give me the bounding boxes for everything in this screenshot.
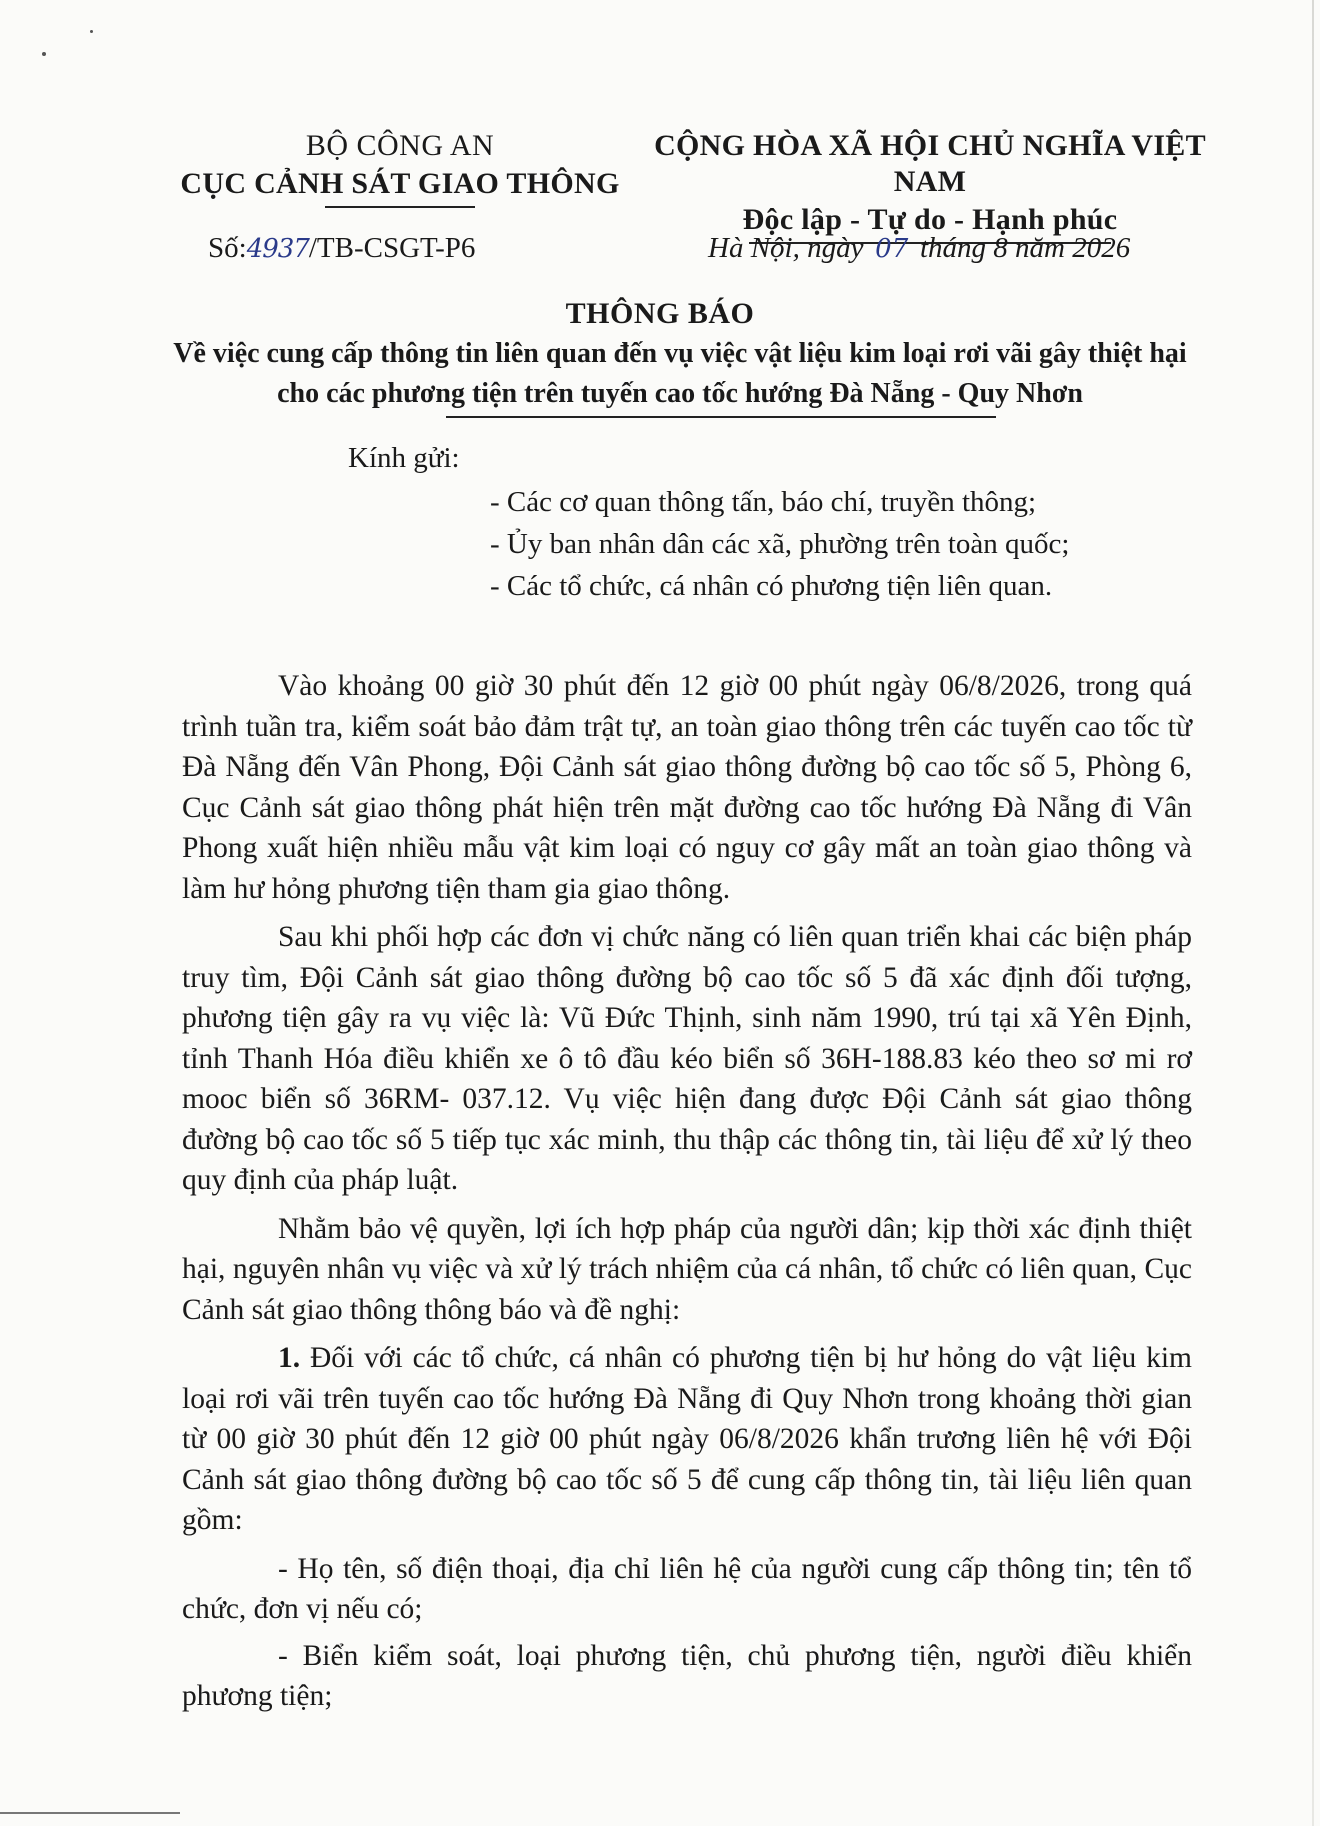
salutation: Kính gửi: — [348, 442, 460, 474]
recipient-list — [490, 481, 1069, 607]
recipient-item: - Các cơ quan thông tấn, báo chí, truyền thông; — [490, 486, 1037, 518]
recipient-item: - Ủy ban nhân dân các xã, phường trên toàn quốc; — [490, 528, 1070, 560]
scan-edge — [1312, 0, 1314, 1826]
national-heading — [620, 128, 1240, 244]
body-paragraph-numbered — [182, 1338, 1192, 1541]
department-underline — [325, 206, 475, 208]
nation-name: CỘNG HÒA XÃ HỘI CHỦ NGHĨA VIỆT NAM — [654, 129, 1206, 198]
reference-number — [208, 232, 475, 265]
agency-name: BỘ CÔNG AN — [305, 129, 495, 162]
body-paragraph: - Biển kiểm soát, loại phương tiện, chủ phương tiện, người điều khiển phương tiện; — [182, 1639, 1192, 1712]
handwritten-date-day: 07 — [875, 234, 909, 264]
body-paragraph: Nhằm bảo vệ quyền, lợi ích hợp pháp của người dân; kịp thời xác định thiệt hại, nguyên nhân vụ việc và xử lý trách nhiệm của cá nhân, tổ chức có liên quan, Cục Cảnh sát giao thông thông báo và đề nghị: — [182, 1212, 1192, 1326]
body-paragraph: Vào khoảng 00 giờ 30 phút đến 12 giờ 00 phút ngày 06/8/2026, trong quá trình tuần tra, kiểm soát bảo đảm trật tự, an toàn giao thông trên các tuyến cao tốc từ Đà Nẵng đến Vân Phong, Đội Cảnh sát giao thông đường bộ cao tốc số 5, Phòng 6, Cục Cảnh sát giao thông phát hiện trên mặt đường cao tốc hướng Đà Nẵng đi Vân Phong xuất hiện nhiều mẫu vật kim loại có nguy cơ gây mất an toàn giao thông và làm hư hỏng phương tiện tham gia giao thông. — [182, 670, 1192, 905]
ref-prefix: Số: — [208, 232, 247, 264]
recipient-item: - Các tổ chức, cá nhân có phương tiện liên quan. — [490, 570, 1053, 602]
national-motto: Độc lập - Tự do - Hạnh phúc — [742, 203, 1118, 236]
item-text: Đối với các tổ chức, cá nhân có phương tiện bị hư hỏng do vật liệu kim loại rơi vãi trên tuyến cao tốc hướng Đà Nẵng đi Quy Nhơn trong khoảng thời gian từ 00 giờ 30 phút đến 12 giờ 00 phút ngày 06/8/2026 khẩn trương liên hệ với Đội Cảnh sát giao thông đường bộ cao tốc số 5 để cung cấp thông tin, tài liệu liên quan gồm: — [182, 1342, 1192, 1536]
body-paragraph: - Họ tên, số điện thoại, địa chỉ liên hệ của người cung cấp thông tin; tên tổ chức, đơn vị nếu có; — [182, 1552, 1192, 1625]
document-title: THÔNG BÁO — [565, 297, 755, 330]
issue-date — [708, 232, 1130, 265]
ref-suffix: /TB-CSGT-P6 — [308, 232, 476, 264]
scan-edge-bottom — [0, 1812, 180, 1814]
subject-underline — [446, 416, 996, 418]
handwritten-ref-number: 4937 — [246, 234, 309, 264]
scan-speck — [42, 52, 46, 56]
issuing-authority — [160, 128, 640, 208]
date-suffix: tháng 8 năm 2026 — [919, 232, 1131, 264]
date-prefix: Hà Nội, ngày — [708, 232, 864, 264]
body-paragraph: Sau khi phối hợp các đơn vị chức năng có liên quan triển khai các biện pháp truy tìm, Đội Cảnh sát giao thông đường bộ cao tốc số 5 đã xác định đối tượng, phương tiện gây ra vụ việc là: Vũ Đức Thịnh, sinh năm 1990, trú tại xã Yên Định, tỉnh Thanh Hóa điều khiển xe ô tô đầu kéo biển số 36H-188.83 kéo theo sơ mi rơ mooc biển số 36RM- 037.12. Vụ việc hiện đang được Đội Cảnh sát giao thông đường bộ cao tốc số 5 tiếp tục xác minh, thu thập các thông tin, tài liệu để xử lý theo quy định của pháp luật. — [182, 921, 1192, 1196]
document-subject: Về việc cung cấp thông tin liên quan đến vụ việc vật liệu kim loại rơi vãi gây thiệt hại cho các phương tiện trên tuyến cao tốc hướng Đà Nẵng - Quy Nhơn — [173, 338, 1187, 409]
document-body — [182, 666, 1192, 1723]
item-number: 1. — [278, 1342, 301, 1374]
department-name: CỤC CẢNH SÁT GIAO THÔNG — [180, 167, 620, 200]
scan-speck — [90, 30, 93, 33]
